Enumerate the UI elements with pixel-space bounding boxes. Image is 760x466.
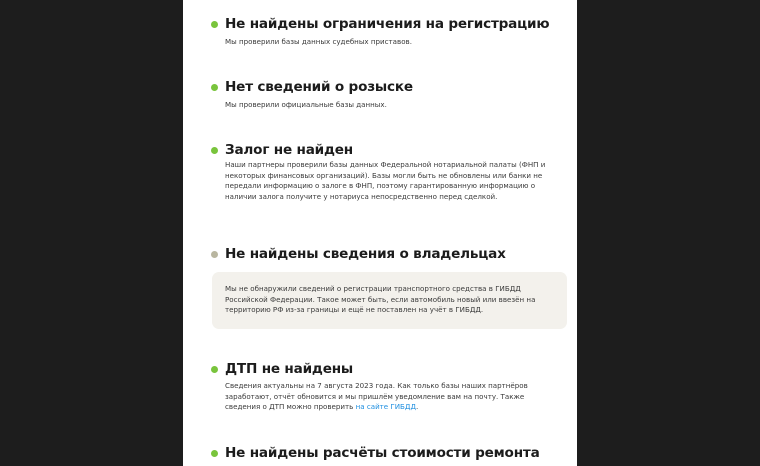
- description-text: Сведения актуальны на 7 августа 2023 года. Как только базы наших партнёров заработают, отчёт обновится и мы пришлём уведомление вам на почту. Также сведения о ДТП можно проверить: [225, 381, 528, 412]
- section-title: Залог не найден: [225, 142, 353, 158]
- section-title: Не найдены расчёты стоимости ремонта: [225, 445, 540, 461]
- status-ok-icon: [211, 450, 218, 457]
- section-title: ДТП не найдены: [225, 361, 354, 377]
- report-panel: [183, 0, 577, 466]
- status-ok-icon: [211, 21, 218, 28]
- status-ok-icon: [211, 147, 218, 154]
- status-neutral-icon: [211, 251, 218, 258]
- info-box: [212, 272, 567, 329]
- section-title: Не найдены сведения о владельцах: [225, 246, 506, 262]
- section-title: Не найдены ограничения на регистрацию: [225, 16, 550, 32]
- status-ok-icon: [211, 84, 218, 91]
- gibdd-site-link[interactable]: на сайте ГИБДД: [355, 402, 417, 412]
- section-description: Мы проверили базы данных судебных приставов.: [225, 37, 412, 46]
- section-description: Мы проверили официальные базы данных.: [225, 100, 387, 109]
- section-description: Мы не обнаружили сведений о регистрации транспортного средства в ГИБДД Российской Федерации. Такое может быть, если автомобиль новый или ввезён на территорию РФ из-за границы и ещё не поставлен на учёт в ГИБДД.: [225, 284, 536, 315]
- section-title: Нет сведений о розыске: [225, 79, 413, 95]
- section-description: Наши партнеры проверили базы данных Федеральной нотариальной палаты (ФНП и некоторых финансовых организаций). Базы могли быть не обновлены или банки не передали информацию о залоге в ФНП, поэтому гарантированную информацию о наличии залога получите у нотариуса непосредственно перед сделкой.: [225, 160, 546, 201]
- section-description: [225, 381, 560, 413]
- description-suffix: .: [416, 402, 419, 412]
- status-ok-icon: [211, 366, 218, 373]
